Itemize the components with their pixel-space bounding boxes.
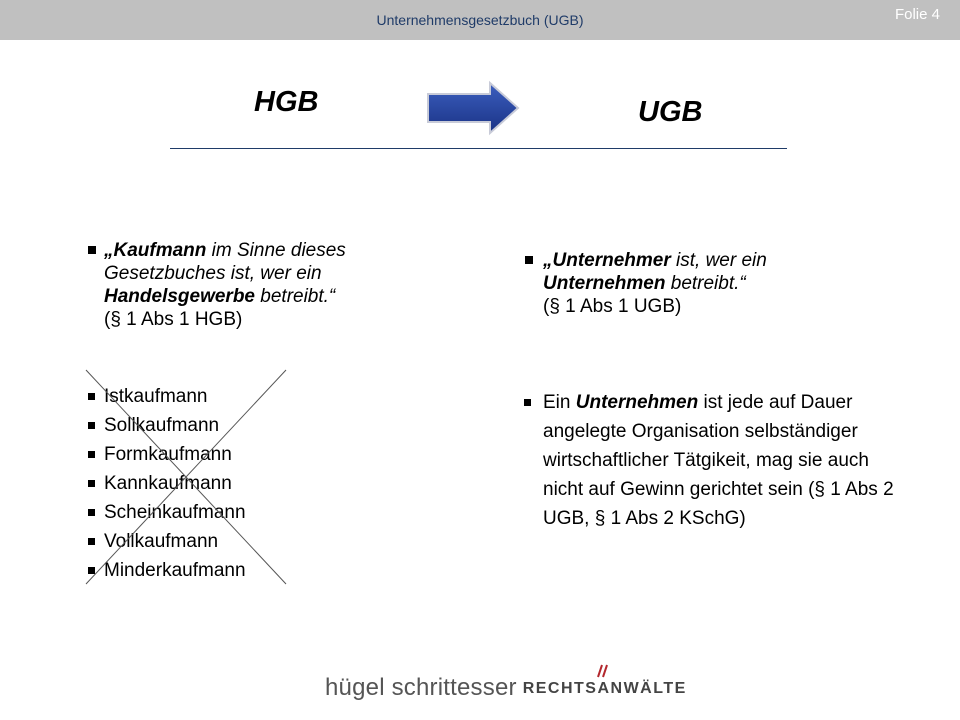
quote-text: betreibt.“: [255, 286, 336, 307]
firm-suffix: RECHTSANWÄLTE: [522, 680, 687, 697]
quote-open: „: [104, 240, 114, 261]
quote-text: im Sinne dieses: [206, 240, 346, 261]
slide-number: Folie 4: [894, 6, 940, 23]
term-kaufmann: Kaufmann: [113, 240, 207, 261]
definition-text: [524, 388, 894, 533]
list-item-label: Istkaufmann: [104, 386, 208, 407]
quote-text: Gesetzbuches ist, wer ein: [104, 263, 322, 284]
list-item-label: Minderkaufmann: [104, 560, 246, 581]
hgb-quote: [104, 239, 444, 331]
firm-logo: [325, 674, 687, 702]
bullet-square: [88, 246, 96, 254]
term-unternehmer: Unternehmer: [552, 250, 671, 271]
term-unternehmen: Unternehmen: [575, 392, 699, 413]
hgb-citation: (§ 1 Abs 1 HGB): [104, 309, 243, 330]
ugb-label: UGB: [638, 96, 703, 128]
term-unternehmen: Unternehmen: [543, 273, 666, 294]
bullet-square: [524, 399, 531, 406]
header-bar: [0, 0, 960, 40]
quote-text: betreibt.“: [665, 273, 746, 294]
list-item-label: Vollkaufmann: [104, 531, 219, 552]
list-item-label: Formkaufmann: [104, 444, 232, 465]
quote-open: „: [543, 250, 553, 271]
hgb-label: HGB: [254, 86, 319, 118]
bullet-square: [525, 256, 533, 264]
ugb-quote: [543, 249, 873, 318]
term-handelsgewerbe: Handelsgewerbe: [104, 286, 255, 307]
list-item-label: Kannkaufmann: [104, 473, 232, 494]
list-item-label: Scheinkaufmann: [104, 502, 246, 523]
firm-name: hügel schrittesser: [325, 674, 517, 701]
unternehmen-definition: [524, 388, 894, 533]
list-item-label: Sollkaufmann: [104, 415, 220, 436]
divider-line: [170, 148, 787, 149]
cross-out-icon: [80, 366, 292, 588]
definition-prefix: Ein: [543, 392, 576, 413]
definition-rest: ist jede auf Dauer angelegte Organisation selbständiger wirtschaftlicher Tätgikeit, mag sie auch nicht auf Gewinn gerichtet sein (§ 1 Abs 2 UGB, § 1 Abs 2 KSchG): [543, 392, 894, 529]
right-arrow-icon: [426, 80, 520, 136]
presentation-title: Unternehmensgesetzbuch (UGB): [376, 12, 584, 28]
quote-text: ist, wer ein: [670, 250, 767, 271]
ugb-citation: (§ 1 Abs 1 UGB): [543, 296, 682, 317]
